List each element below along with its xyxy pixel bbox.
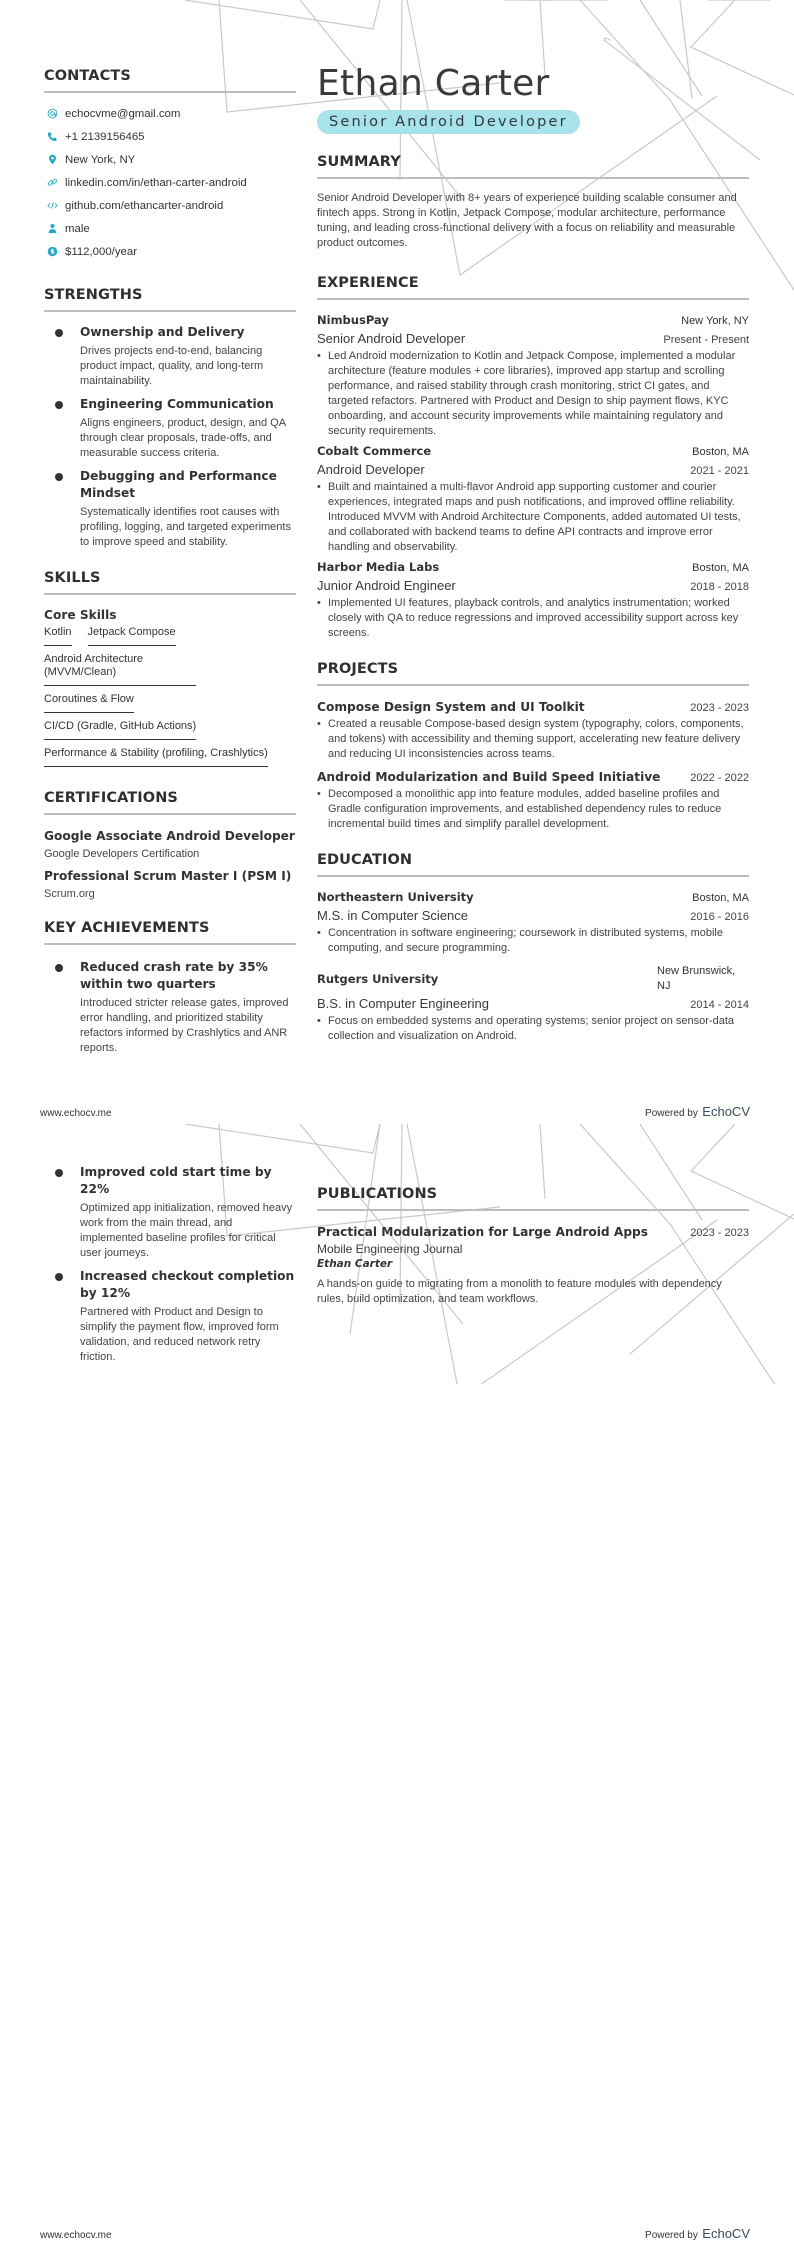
contact-linkedin-text: linkedin.com/in/ethan-carter-android xyxy=(65,176,247,189)
cert-issuer: Google Developers Certification xyxy=(44,848,200,860)
job-title-badge: Senior Android Developer xyxy=(317,110,580,134)
job-dates: 2018 - 2018 xyxy=(690,581,749,593)
cert-issuer: Scrum.org xyxy=(44,888,95,900)
strength-title: Engineering Communication xyxy=(80,397,274,411)
bullet-dot-icon xyxy=(55,1273,63,1281)
project-bullet: • Decomposed a monolithic app into feature modules, added baseline profiles and Gradle configuration improvements, and established dependency rules to reduce incremental build times and simplify parallel development. xyxy=(317,787,749,832)
section-title-education: EDUCATION xyxy=(317,852,749,877)
page-footer xyxy=(40,2225,750,2243)
job-bullet: • Implemented UI features, playback controls, and analytics instrumentation; worked closely with QA to reduce regressions and improved accessibility support across key screens. xyxy=(317,596,749,641)
contacts-section xyxy=(44,68,296,263)
projects-section xyxy=(317,661,749,832)
contact-github-text: github.com/ethancarter-android xyxy=(65,199,224,212)
project-entry xyxy=(317,698,749,762)
svg-text:$: $ xyxy=(49,247,55,256)
publication-journal: Mobile Engineering Journal xyxy=(317,1242,463,1256)
achievement-item xyxy=(44,959,296,1056)
footer-brand[interactable]: EchoCV xyxy=(702,2226,750,2241)
strength-desc: Systematically identifies root causes with profiling, logging, and targeted experiments to improve speed and stability. xyxy=(80,506,291,548)
publication-desc: A hands-on guide to migrating from a monolith to feature modules with dependency rules, build optimization, and team workflows. xyxy=(317,1278,722,1305)
section-title-achievements: KEY ACHIEVEMENTS xyxy=(44,920,296,945)
project-bullet: • Created a reusable Compose-based design system (typography, colors, components, and tokens) with accessibility and theming support, accelerating new feature delivery and reducing UI inconsistencies across teams. xyxy=(317,717,749,762)
bullet-dot-icon xyxy=(55,964,63,972)
footer-website-link[interactable]: www.echocv.me xyxy=(40,2230,112,2241)
contact-salary-text: $112,000/year xyxy=(65,245,137,258)
education-dates: 2016 - 2016 xyxy=(690,911,749,923)
education-section xyxy=(317,852,749,1044)
skills-section xyxy=(44,570,296,774)
bullet-dot-icon xyxy=(55,473,63,481)
page-footer xyxy=(40,1103,750,1121)
contact-phone[interactable] xyxy=(44,125,296,148)
right-column xyxy=(317,1186,749,1311)
left-column xyxy=(44,68,296,1063)
right-column xyxy=(317,64,749,1048)
skills-group-title: Core Skills xyxy=(44,608,117,622)
job-bullet: • Led Android modernization to Kotlin and Jetpack Compose, implemented a modular architecture (feature modules + core libraries), improved app startup and scrolling performance, and raised stability through crash monitoring, strict CI gates, and targeted refactors. Partnered with Product and Design to ship payment flows, KYC onboarding, and account security improvements while maintaining regulatory and security requirements. xyxy=(317,349,749,439)
skill-tag: Jetpack Compose xyxy=(88,626,176,646)
project-dates: 2023 - 2023 xyxy=(690,702,749,714)
job-bullet: • Built and maintained a multi-flavor Android app supporting customer and courier experiences, integrated maps and push notifications, and improved offline reliability. Introduced MVVM with Android Architecture Components, added automated UI tests, and collaborated with backend teams to define API contracts and improve error handling and observability. xyxy=(317,480,749,555)
skill-tag: Coroutines & Flow xyxy=(44,693,134,713)
bullet-dot-icon xyxy=(55,1169,63,1177)
location-pin-icon xyxy=(46,154,58,166)
footer-website-link[interactable]: www.echocv.me xyxy=(40,1108,112,1119)
company-name: Harbor Media Labs xyxy=(317,560,440,574)
footer-powered-by: Powered by xyxy=(645,1108,698,1119)
section-title-experience: EXPERIENCE xyxy=(317,275,749,300)
publication-entry xyxy=(317,1223,749,1307)
contact-location-text: New York, NY xyxy=(65,153,136,166)
achievement-title: Increased checkout completion by 12% xyxy=(80,1269,295,1300)
candidate-name: Ethan Carter xyxy=(317,63,550,104)
publication-dates: 2023 - 2023 xyxy=(690,1227,749,1239)
contact-email-text: echocvme@gmail.com xyxy=(65,107,181,120)
bullet-dot-icon xyxy=(55,329,63,337)
section-title-projects: PROJECTS xyxy=(317,661,749,686)
achievement-item xyxy=(44,1164,296,1261)
job-dates: Present - Present xyxy=(663,334,749,346)
salary-icon xyxy=(46,246,58,258)
skill-tag: Kotlin xyxy=(44,626,72,646)
school-location: New Brunswick, NJ xyxy=(657,965,736,992)
achievement-desc: Optimized app initialization, removed heavy work from the main thread, and implemented baseline profiles for critical user journeys. xyxy=(80,1202,293,1259)
degree: M.S. in Computer Science xyxy=(317,908,469,923)
code-icon xyxy=(46,200,58,212)
company-location: Boston, MA xyxy=(692,446,749,458)
section-title-publications: PUBLICATIONS xyxy=(317,1186,749,1211)
section-title-contacts: CONTACTS xyxy=(44,68,296,93)
school-name: Northeastern University xyxy=(317,890,474,904)
school-location: Boston, MA xyxy=(692,892,749,904)
summary-section xyxy=(317,154,749,251)
project-entry xyxy=(317,768,749,832)
summary-text: Senior Android Developer with 8+ years of experience building scalable consumer and fintech apps. Strong in Kotlin, Jetpack Compose, modular architecture, performance tuning, and leading cross-functional delivery with a focus on reliability and measurable product outcomes. xyxy=(317,192,737,249)
skill-tag: Performance & Stability (profiling, Crashlytics) xyxy=(44,747,268,767)
publications-section xyxy=(317,1186,749,1307)
school-name: Rutgers University xyxy=(317,971,439,986)
cert-title: Google Associate Android Developer xyxy=(44,829,295,843)
contact-location xyxy=(44,148,296,171)
footer-powered-by: Powered by xyxy=(645,2230,698,2241)
strength-title: Debugging and Performance Mindset xyxy=(80,469,277,500)
section-title-strengths: STRENGTHS xyxy=(44,287,296,312)
contact-gender xyxy=(44,217,296,240)
footer-brand[interactable]: EchoCV xyxy=(702,1104,750,1119)
skill-tags xyxy=(44,626,296,774)
education-dates: 2014 - 2014 xyxy=(690,999,749,1011)
company-name: NimbusPay xyxy=(317,313,389,327)
contact-gender-text: male xyxy=(65,222,90,235)
achievement-item xyxy=(44,1268,296,1365)
achievement-title: Reduced crash rate by 35% within two quarters xyxy=(80,960,268,991)
experience-entry xyxy=(317,312,749,439)
project-dates: 2022 - 2022 xyxy=(690,772,749,784)
strengths-section xyxy=(44,287,296,550)
strength-title: Ownership and Delivery xyxy=(80,325,245,339)
achievement-title: Improved cold start time by 22% xyxy=(80,1165,272,1196)
achievements-section xyxy=(44,920,296,1056)
section-title-certifications: CERTIFICATIONS xyxy=(44,790,296,815)
at-icon xyxy=(46,108,58,120)
person-icon xyxy=(46,223,58,235)
publication-author: Ethan Carter xyxy=(317,1258,393,1270)
degree: B.S. in Computer Engineering xyxy=(317,996,489,1011)
education-bullet: • Focus on embedded systems and operating systems; senior project on sensor-data collection and visualization on Android. xyxy=(317,1014,749,1044)
section-title-summary: SUMMARY xyxy=(317,154,749,179)
project-title: Compose Design System and UI Toolkit xyxy=(317,700,585,714)
company-name: Cobalt Commerce xyxy=(317,444,432,458)
company-location: Boston, MA xyxy=(692,562,749,574)
skill-tag: Android Architecture (MVVM/Clean) xyxy=(44,653,196,686)
contact-email[interactable] xyxy=(44,102,296,125)
contact-phone-text: +1 2139156465 xyxy=(65,130,145,143)
strength-item xyxy=(44,396,296,461)
experience-entry xyxy=(317,443,749,555)
skill-tag: CI/CD (Gradle, GitHub Actions) xyxy=(44,720,196,740)
project-title: Android Modularization and Build Speed Initiative xyxy=(317,770,661,784)
achievement-desc: Introduced stricter release gates, improved error handling, and prioritized stability refactors informed by Crashlytics and ANR reports. xyxy=(80,997,289,1054)
section-title-skills: SKILLS xyxy=(44,570,296,595)
phone-icon xyxy=(46,131,58,143)
publication-title: Practical Modularization for Large Android Apps xyxy=(317,1225,649,1239)
education-entry xyxy=(317,964,749,1044)
experience-section xyxy=(317,275,749,641)
education-entry xyxy=(317,889,749,956)
strength-desc: Aligns engineers, product, design, and QA through clear proposals, trade-offs, and measurable success criteria. xyxy=(80,417,286,459)
education-bullet: • Concentration in software engineering; coursework in distributed systems, mobile computing, and secure programming. xyxy=(317,926,749,956)
achievement-desc: Partnered with Product and Design to simplify the payment flow, improved form validation, and reduced network retry friction. xyxy=(80,1306,279,1363)
link-icon xyxy=(46,177,58,189)
left-column xyxy=(44,1164,296,1372)
job-role: Junior Android Engineer xyxy=(317,578,456,593)
cert-title: Professional Scrum Master I (PSM I) xyxy=(44,869,292,883)
resume-page-2 xyxy=(0,1124,794,2246)
job-role: Android Developer xyxy=(317,462,425,477)
contact-salary xyxy=(44,240,296,263)
contact-github[interactable] xyxy=(44,194,296,217)
contact-linkedin[interactable] xyxy=(44,171,296,194)
company-location: New York, NY xyxy=(681,315,749,327)
experience-entry xyxy=(317,559,749,641)
strength-desc: Drives projects end-to-end, balancing product impact, quality, and long-term maintainability. xyxy=(80,345,264,387)
job-role: Senior Android Developer xyxy=(317,331,466,346)
job-dates: 2021 - 2021 xyxy=(690,465,749,477)
bullet-dot-icon xyxy=(55,401,63,409)
strength-item xyxy=(44,468,296,550)
strength-item xyxy=(44,324,296,389)
certifications-section xyxy=(44,790,296,900)
